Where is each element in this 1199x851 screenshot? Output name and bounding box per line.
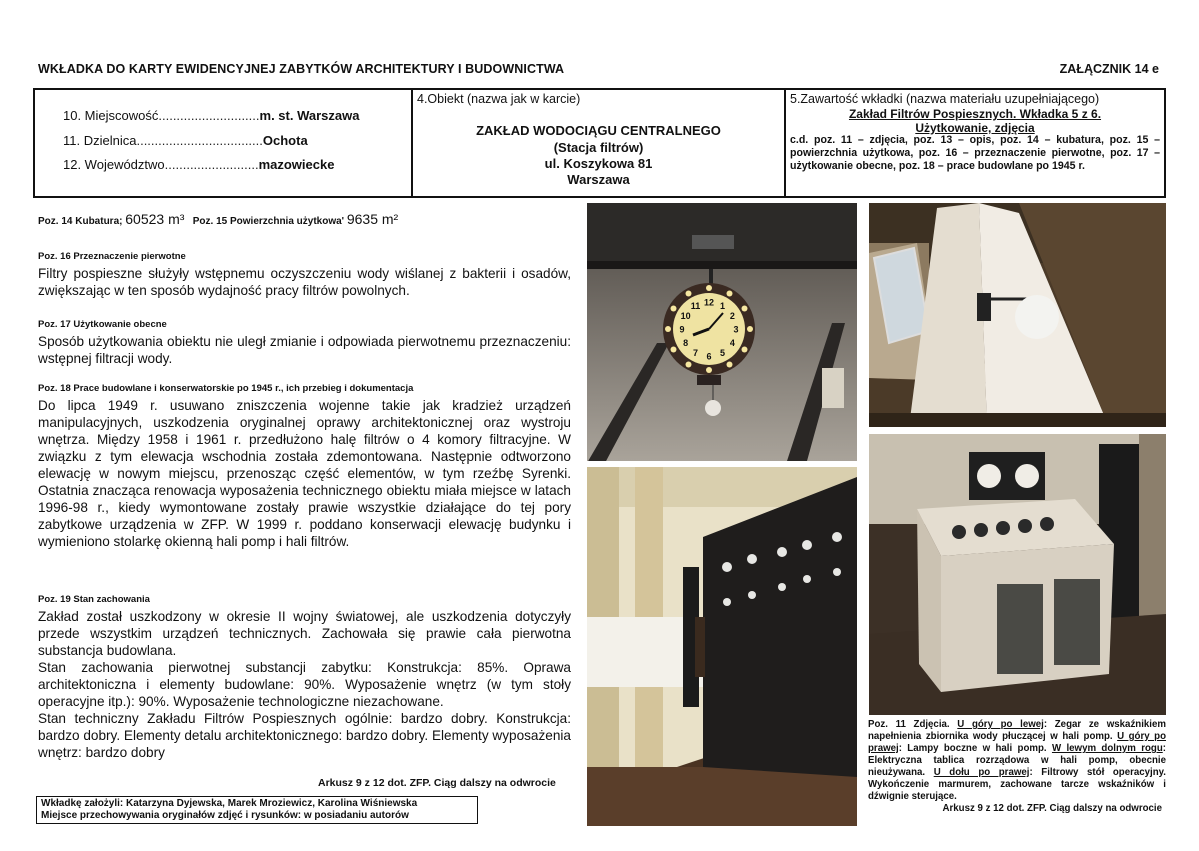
kubatura-value: 60523 m³ [125, 211, 185, 227]
section-18-heading: Poz. 18 Prace budowlane i konserwatorskie po 1945 r., ich przebieg i dokumentacja [38, 383, 414, 394]
area-label: Poz. 15 Powierzchnia użytkowa' [192, 216, 345, 227]
clock-bulb [706, 285, 712, 291]
storage-line: Miejsce przechowywania oryginałów zdjęć i rysunków: w posiadaniu autorów [41, 810, 409, 821]
photo-caption [868, 719, 1166, 815]
caption-bottom-left: W lewym dolnym rogu [1051, 743, 1163, 754]
clock-numeral: 11 [690, 301, 701, 312]
section-19-text-2: Stan zachowania pierwotnej substancji zabytku: Konstrukcja: 85%. Oprawa architektoniczna i elementy budowlane: 90%. Wyposażenie wnętrz (w tym stoły operacyjne itp.): 90%. Wyposażenie technologiczne niezachowane. [38, 660, 571, 709]
clock-numeral: 4 [729, 338, 735, 348]
clock-bulb [742, 306, 748, 312]
clock-numeral: 7 [692, 347, 699, 358]
switchboard-photo-graphic [587, 467, 857, 826]
object-cell [413, 90, 786, 196]
district-dots: ................................... [136, 133, 263, 148]
header-table [33, 88, 1166, 198]
caption-top-left-text: : Zegar ze wskaźnikiem napełnienia zbiornika wody płuczącej w hali pomp. [868, 719, 1166, 742]
caption-bottom-right: U dołu po prawej [933, 767, 1030, 778]
caption-top-right: U góry po prawej [868, 731, 1166, 754]
section-16 [38, 248, 571, 299]
section-19-text-3: Stan techniczny Zakładu Filtrów Pospiesznych ogólnie: bardzo dobry. Konstrukcja: bardzo dobry. Elementy detalu architektonicznego: bardzo dobry. Elementy wyposażenia wnętrz: bardzo dobry [38, 711, 571, 760]
lamp-photo-graphic [869, 203, 1166, 427]
clock-bulb [727, 291, 733, 297]
section-17 [38, 316, 571, 367]
object-sub: (Stacja filtrów) [553, 140, 644, 155]
annex-number: ZAŁĄCZNIK 14 e [1059, 62, 1159, 76]
voivodeship-row [63, 157, 334, 172]
photo-clock [587, 203, 857, 461]
object-city: Warszawa [567, 172, 630, 187]
sheet-note-left: Arkusz 9 z 12 dot. ZFP. Ciąg dalszy na odwrocie [318, 777, 556, 789]
caption-bottom-left-text: : Elektryczna tablica rozrządowa w hali pomp, obecnie nieużywana. [868, 743, 1166, 778]
clock-bulb [747, 326, 753, 332]
clock-bulb [686, 291, 692, 297]
clock-numeral: 5 [719, 347, 726, 358]
clock-bulb [671, 306, 677, 312]
photo-switchboard [587, 467, 857, 826]
section-16-text: Filtry pospieszne służyły wstępnemu oczyszczeniu wody wiślanej z bakterii i osadów, zwiększając w ten sposób wydajność pracy filtrów powolnych. [38, 266, 571, 298]
clock-numeral: 8 [683, 338, 689, 348]
place-label: 10. Miejscowość [63, 108, 159, 123]
contents-cell [786, 90, 1164, 196]
section-16-heading: Poz. 16 Przeznaczenie pierwotne [38, 251, 186, 262]
district-value: Ochota [262, 133, 308, 148]
place-dots: ............................ [158, 108, 260, 123]
contents-title-1: Zakład Filtrów Pospiesznych. Wkładka 5 z 6. [848, 107, 1102, 121]
clock-bulb [671, 347, 677, 353]
authors-line: Wkładkę założyli: Katarzyna Dyjewska, Marek Mroziewicz, Karolina Wiśniewska [41, 798, 418, 809]
clock-numeral: 1 [719, 301, 726, 312]
caption-top-right-text: : Lampy boczne w hali pomp. [898, 743, 1047, 754]
object-label: 4.Obiekt (nazwa jak w karcie) [417, 92, 581, 106]
section-18-text: Do lipca 1949 r. usuwano zniszczenia wojenne takie jak kradzież urządzeń manipulacyjnych, uszkodzenia oryginalnej oprawy architektonicznej oraz wystroju wnętrza. Między 1958 i 1961 r. przedłużono halę filtrów o 4 komory filtracyjne. W związku z tym elewacja wschodnia została zdemontowana. Następnie odtworzono elewację w nowym miejscu, przenosząc część elementów, w tym rzeźbę Syrenki. Ostatnia znacząca renowacja wyposażenia technicznego obiektu miała miejsce w latach 1996-98 r., kiedy wymontowane zostały prawie wszystkie działające do tej pory zabytkowe urządzenia w ZFP. W 1999 r. poddano konserwacji elewację budynku i wymieniono stolarkę okienną hali pomp i hali filtrów. [38, 398, 571, 549]
object-name: ZAKŁAD WODOCIĄGU CENTRALNEGO [476, 123, 721, 138]
section-17-heading: Poz. 17 Użytkowanie obecne [38, 319, 167, 330]
object-street: ul. Koszykowa 81 [544, 156, 653, 171]
section-19-text-1: Zakład został uszkodzony w okresie II wojny światowej, ale uszkodzenia dotyczyły przede wszystkim urządzeń technicznych. Zachowała się prawie cała pierwotna substancja budowlana. [38, 609, 571, 658]
section-18 [38, 380, 571, 550]
section-19 [38, 591, 571, 761]
contents-label: 5.Zawartość wkładki (nazwa materiału uzupełniającego) [790, 92, 1100, 106]
district-row [63, 133, 308, 148]
contents-title-2: Użytkowanie, zdjęcia [915, 121, 1035, 135]
caption-bottom-right-text: : Filtrowy stół operacyjny. Wykończenie marmurem, zachowane tarcze wskaźników i dźwignie sterujące. [868, 767, 1166, 802]
contents-desc: c.d. poz. 11 – zdjęcia, poz. 13 – opis, poz. 14 – kubatura, poz. 15 – powierzchnia użytkowa, poz. 16 – przeznaczenie pierwotne, poz. 17 – użytkowanie obecne, poz. 18 – prace budowlane po 1945 r. [790, 134, 1160, 172]
clock-bulb [706, 367, 712, 373]
authors-box [36, 796, 478, 824]
clock-bulb [727, 362, 733, 368]
clock-numeral: 10 [680, 311, 691, 321]
sheet-note-right: Arkusz 9 z 12 dot. ZFP. Ciąg dalszy na odwrocie [942, 803, 1162, 814]
clock-photo-graphic [587, 203, 857, 461]
caption-top-left: U góry po lewej [957, 719, 1044, 730]
clock-numeral: 3 [733, 324, 739, 335]
document-title: WKŁADKA DO KARTY EWIDENCYJNEJ ZABYTKÓW ARCHITEKTURY I BUDOWNICTWA [38, 62, 565, 76]
area-value: 9635 m² [346, 211, 399, 227]
clock-bulb [742, 347, 748, 353]
district-label: 11. Dzielnica [63, 133, 137, 148]
clock-bulb [686, 362, 692, 368]
stats-line [38, 211, 398, 227]
lamp-globe [1015, 295, 1059, 339]
photo-lamp [869, 203, 1166, 427]
clock-numeral: 12 [703, 297, 715, 308]
voivodeship-value: mazowiecke [258, 157, 335, 172]
table-photo-graphic [869, 434, 1166, 715]
kubatura-label: Poz. 14 Kubatura; [38, 216, 123, 227]
voivodeship-label: 12. Województwo [63, 157, 165, 172]
photo-operating-table [869, 434, 1166, 715]
place-row [63, 108, 359, 123]
place-value: m. st. Warszawa [259, 108, 360, 123]
section-19-heading: Poz. 19 Stan zachowania [38, 594, 150, 605]
voivodeship-dots: .......................... [164, 157, 259, 172]
clock-bulb [665, 326, 671, 332]
clock-numeral: 6 [706, 351, 712, 362]
location-cell [35, 90, 413, 196]
clock-numeral: 9 [679, 324, 685, 335]
clock-numeral: 2 [729, 311, 735, 321]
caption-heading: Poz. 11 Zdjęcia. [868, 719, 950, 730]
section-17-text: Sposób użytkowania obiektu nie uległ zmianie i odpowiada pierwotnemu przeznaczeniu: wstępnej filtracji wody. [38, 334, 571, 366]
